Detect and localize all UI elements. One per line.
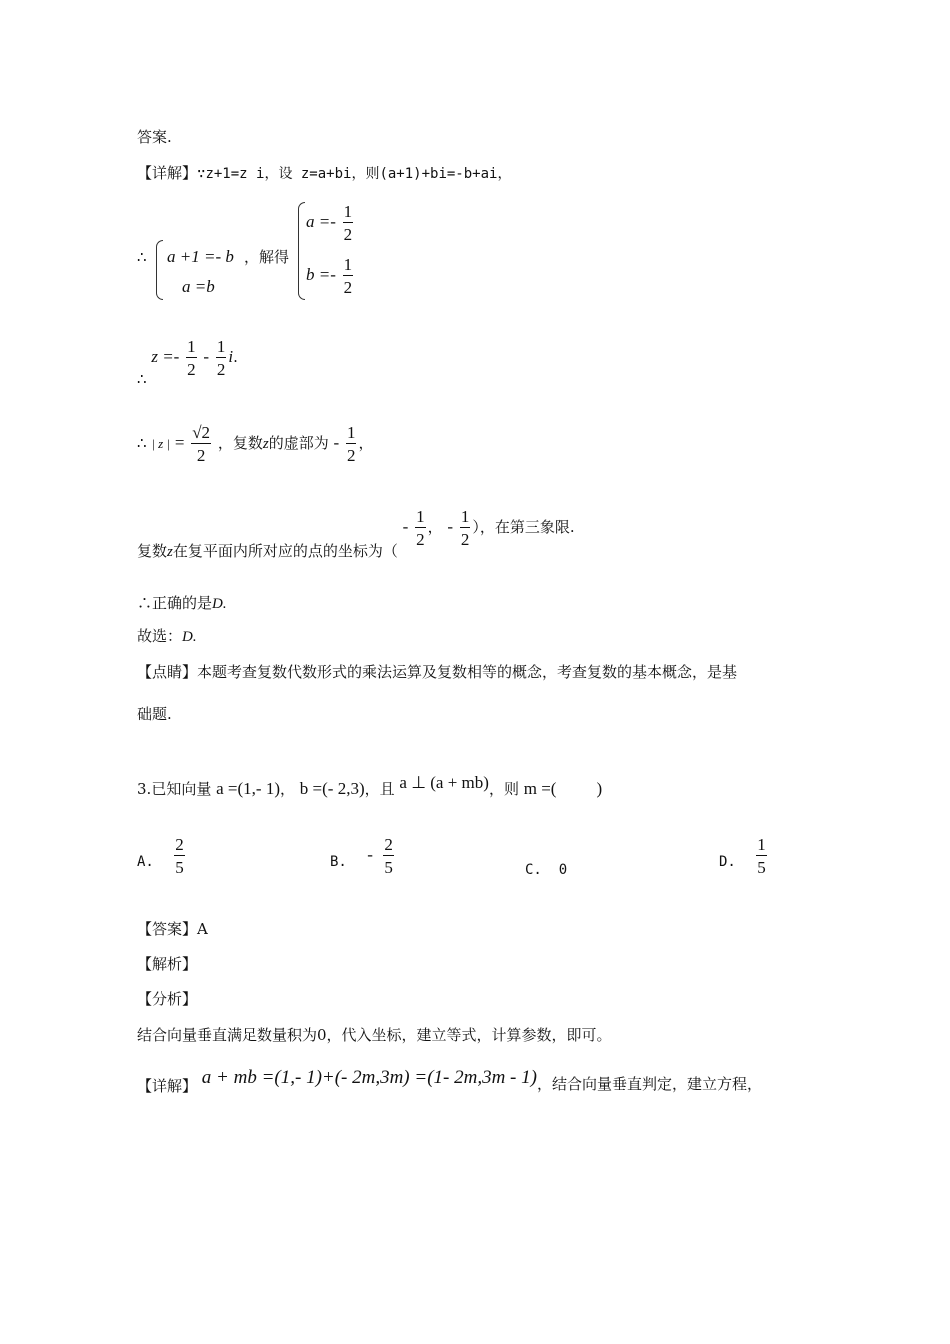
detail-formula: a + mb =(1,- 1)+(- 2m,3m) =(1- 2m,3m - 1)	[201, 1067, 537, 1088]
modulus-line: ∴ | z | = $\frac{√2}{2}$ ，复数z的虚部为 - $\frac{1}{2}$ ，	[137, 423, 374, 465]
fenxi-label: 【分析】	[137, 990, 198, 1008]
solve-text: ，解得	[244, 248, 290, 266]
solution-b: b =- $\frac{1}{2}$	[306, 255, 353, 297]
correct-line: ∴正确的是D.	[137, 594, 227, 612]
question-number: 3.	[137, 780, 152, 798]
analysis-label: 【解析】	[137, 955, 198, 973]
option-b[interactable]: B. - $\frac{2}{5}$	[330, 835, 393, 877]
comment-label: 【点睛】	[137, 663, 198, 681]
left-brace	[156, 240, 163, 300]
detail-text: ∵z+1=z i，设 z=a+bi，则(a+1)+bi=-b+ai，	[197, 166, 512, 182]
question-3: 3.已知向量 a =(1,- 1)， b =(- 2,3)，且 a ⊥ (a + mb)，则 m =( )	[137, 773, 603, 798]
option-d[interactable]: D. $\frac{1}{5}$	[719, 835, 766, 877]
answer-3: 【答案】A	[137, 920, 208, 938]
comment-line-1: 【点睛】本题考查复数代数形式的乘法运算及复数相等的概念，考查复数的基本概念，是基	[137, 663, 738, 681]
option-a[interactable]: A. $\frac{2}{5}$	[137, 835, 184, 877]
choice-line: 故选：D.	[137, 627, 197, 645]
system-eq2: a =b	[182, 277, 215, 296]
solution-a: a =- $\frac{1}{2}$	[306, 202, 353, 244]
detail-label: 【详解】	[137, 164, 198, 182]
answer-line: 答案.	[137, 128, 172, 146]
comment-line-2: 础题.	[137, 705, 172, 723]
detail-line-3: 【详解】 a + mb =(1,- 1)+(- 2m,3m) =(1- 2m,3m - 1)，结合向量垂直判定，建立方程，	[137, 1067, 762, 1095]
z-line: ∴ z =- $\frac{1}{2}$ - $\frac{1}{2}$ i.	[137, 337, 238, 388]
solution-brace	[298, 202, 305, 300]
option-c[interactable]: C. 0	[525, 862, 568, 878]
therefore-symbol: ∴	[137, 248, 147, 266]
fenxi-text: 结合向量垂直满足数量积为0，代入坐标，建立等式，计算参数，即可。	[137, 1026, 612, 1044]
coordinate-line: 复数z在复平面内所对应的点的坐标为（ - $\frac{1}{2}$ ， - $\frac{1}{2}$ ），在第三象限.	[137, 507, 575, 560]
detail-line-1	[137, 166, 511, 181]
detail-label: 【详解】	[137, 1077, 198, 1095]
system-eq1: a +1 =- b	[167, 247, 234, 266]
